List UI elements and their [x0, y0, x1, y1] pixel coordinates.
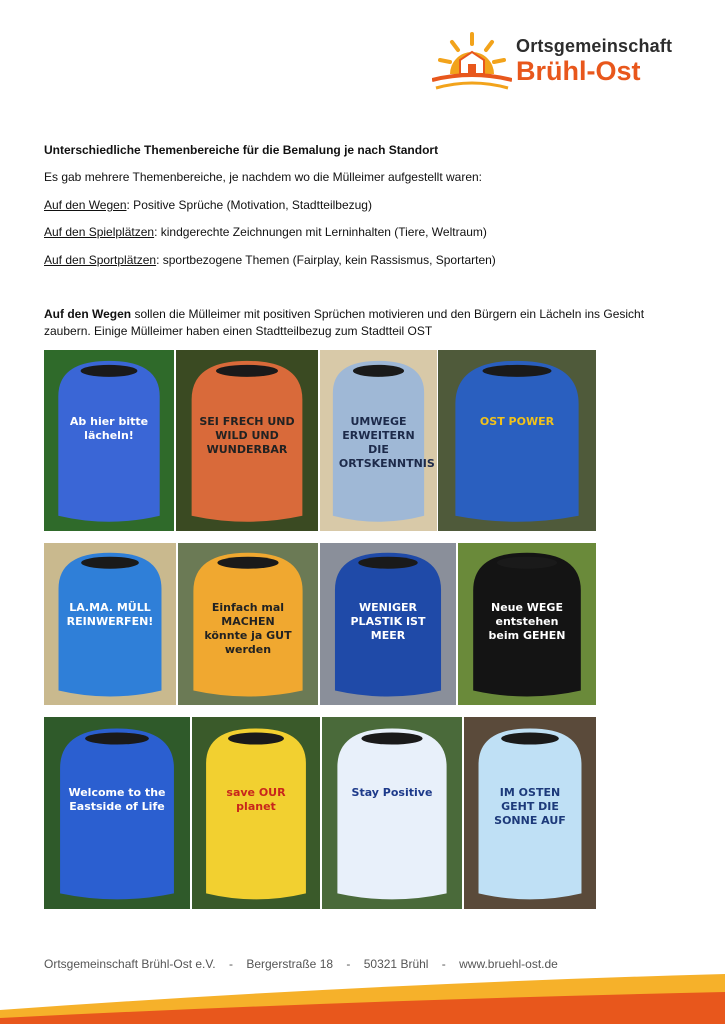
- footer-sep: -: [346, 957, 351, 971]
- theme-text: : kindgerechte Zeichnungen mit Lerninhalten (Tiere, Weltraum): [154, 225, 487, 239]
- footer-city: 50321 Brühl: [363, 957, 429, 971]
- bin-photo: [464, 717, 596, 909]
- footer-sep: -: [228, 957, 233, 971]
- bin-photo: [178, 543, 318, 705]
- bin-slogan: SEI FRECH UND WILD UND WUNDERBAR: [199, 415, 295, 457]
- bin-slogan: Einfach mal MACHEN könnte ja GUT werden: [204, 601, 292, 657]
- bin-slogan: UMWEGE ERWEITERN DIE ORTSKENNTNIS: [338, 415, 435, 471]
- paragraph-bold: Auf den Wegen: [44, 307, 132, 321]
- sun-house-icon: [432, 30, 512, 94]
- footer-sep: -: [441, 957, 446, 971]
- theme-label: Auf den Wegen: [44, 198, 127, 212]
- bin-photo: [44, 350, 174, 531]
- bin-photo: [44, 543, 176, 705]
- footer: [44, 957, 568, 971]
- intro-text: Es gab mehrere Themenbereiche, je nachdem wo die Mülleimer aufgestellt waren:: [44, 170, 483, 184]
- theme-item: [44, 224, 487, 240]
- bin-slogan: Ab hier bitte lächeln!: [69, 415, 149, 443]
- footer-wave: [0, 970, 725, 1024]
- theme-item: [44, 252, 496, 268]
- bin-slogan: WENIGER PLASTIK IST MEER: [350, 601, 426, 643]
- bin-slogan: IM OSTEN GEHT DIE SONNE AUF: [494, 786, 566, 828]
- bin-photo: [320, 543, 456, 705]
- bin-slogan: Welcome to the Eastside of Life: [68, 786, 166, 814]
- theme-text: : sportbezogene Themen (Fairplay, kein Rassismus, Sportarten): [156, 253, 496, 267]
- bin-slogan: OST POWER: [479, 415, 555, 429]
- footer-org: Ortsgemeinschaft Brühl-Ost e.V.: [44, 957, 216, 971]
- org-logo: [428, 26, 673, 98]
- section-heading: Unterschiedliche Themenbereiche für die Bemalung je nach Standort: [44, 143, 439, 157]
- theme-text: : Positive Sprüche (Motivation, Stadtteilbezug): [126, 198, 372, 212]
- bin-slogan: save OUR planet: [226, 786, 286, 814]
- org-name-line1: Ortsgemeinschaft: [516, 36, 673, 56]
- bin-photo: [438, 350, 596, 531]
- paragraph-line: [44, 306, 644, 322]
- bin-photo: [320, 350, 437, 531]
- bin-slogan: Neue WEGE entstehen beim GEHEN: [488, 601, 566, 643]
- theme-label: Auf den Sportplätzen: [44, 253, 157, 267]
- paragraph-line: zaubern. Einige Mülleimer haben einen Stadtteilbezug zum Stadtteil OST: [44, 324, 433, 338]
- theme-label: Auf den Spielplätzen: [44, 225, 155, 239]
- paragraph-text: sollen die Mülleimer mit positiven Sprüchen motivieren und den Bürgern ein Lächeln ins Gesicht: [131, 307, 645, 321]
- footer-website: www.bruehl-ost.de: [459, 957, 558, 971]
- theme-item: [44, 197, 372, 213]
- bin-photo: [322, 717, 462, 909]
- bin-photo: [176, 350, 318, 531]
- bin-slogan: Stay Positive: [351, 786, 433, 800]
- bin-photo: [192, 717, 320, 909]
- footer-street: Bergerstraße 18: [246, 957, 334, 971]
- bin-photo: [44, 717, 190, 909]
- bin-slogan: LA.MA. MÜLL REINWERFEN!: [66, 601, 154, 629]
- bin-photo: [458, 543, 596, 705]
- org-name-line2: Brühl-Ost: [516, 56, 641, 86]
